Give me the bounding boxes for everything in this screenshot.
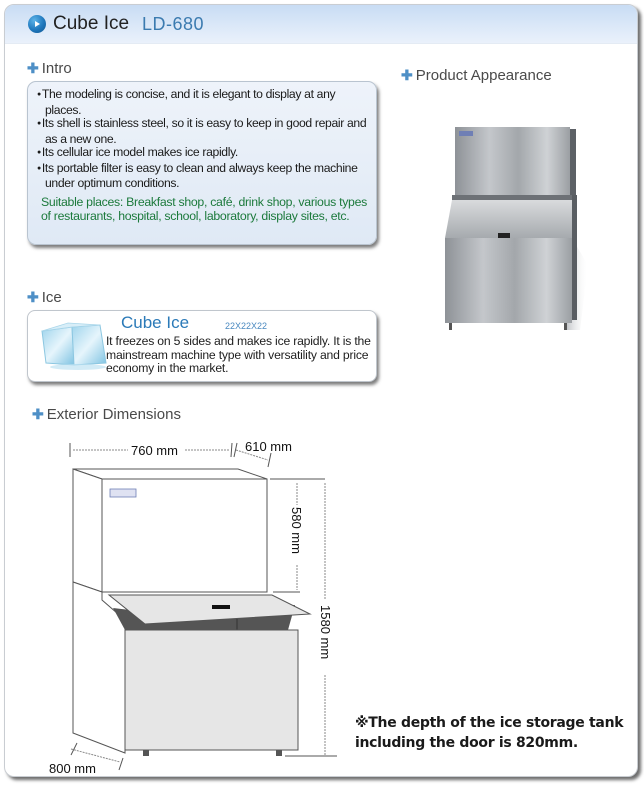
section-intro-heading [27, 60, 72, 77]
dim-tick [119, 758, 123, 770]
door-handle [498, 233, 510, 238]
product-card [4, 4, 638, 777]
diagram-foot [143, 750, 149, 756]
diagram-top-unit-lid [73, 469, 267, 479]
dim-depth-top-label: 610 mm [245, 439, 292, 454]
plus-icon: ✚ [27, 289, 39, 305]
ice-machine-photo [430, 115, 590, 345]
ice-cube-face-left [42, 327, 74, 365]
section-exterior-heading [32, 406, 181, 423]
brand-badge [459, 131, 473, 136]
ice-description: It freezes on 5 sides and makes ice rapidly. It is the mainstream machine type with versatility and price economy in the market. [106, 334, 371, 375]
section-exterior-label: Exterior Dimensions [46, 406, 181, 423]
intro-bullet-list [36, 88, 372, 191]
circle-play-icon [28, 15, 46, 33]
intro-box [27, 81, 377, 245]
machine-foot [564, 323, 567, 330]
ice-size: 22X22X22 [225, 321, 268, 331]
ice-cube-face-right [72, 325, 106, 365]
ice-name: Cube Ice [121, 313, 190, 332]
dim-1580-label: 1580 mm [318, 605, 333, 660]
intro-bullet: ● Its shell is stainless steel, so it is easy to keep in good repair and as a new one. [36, 117, 372, 146]
intro-bullet: ● Its cellular ice model makes ice rapidly. [36, 146, 372, 162]
ice-cube-reflection [50, 364, 106, 370]
header-bar [5, 5, 637, 44]
machine-bin-door [445, 200, 572, 238]
dim-depth-bottom-label: 800 mm [49, 761, 96, 776]
suitable-places: Suitable places: Breakfast shop, café, drink shop, various types of restaurants, hospital, school, laboratory, display sites, etc. [41, 195, 367, 223]
plus-icon: ✚ [401, 67, 413, 83]
machine-joint [452, 195, 572, 200]
depth-note: ※The depth of the ice storage tank including the door is 820mm. [355, 715, 624, 751]
intro-bullet: ● The modeling is concise, and it is elegant to display at any places. [36, 88, 372, 117]
diagram-brand-badge [110, 489, 136, 497]
machine-side [570, 129, 576, 195]
dim-width-label: 760 mm [131, 443, 178, 458]
diagram-foot [276, 750, 282, 756]
dimension-diagram [5, 425, 345, 777]
dim-tick [231, 443, 232, 457]
section-appearance-heading [401, 67, 552, 84]
ice-type-card [27, 310, 377, 382]
machine-bin-body [445, 238, 572, 323]
plus-icon: ✚ [32, 406, 44, 422]
ice-cube-icon [38, 319, 110, 375]
page-title: Cube Ice [53, 13, 130, 34]
machine-top-unit [455, 127, 570, 195]
dim-580-label: 580 mm [289, 507, 304, 554]
section-ice-heading [27, 289, 62, 306]
section-intro-label: Intro [41, 60, 72, 77]
machine-foot [449, 323, 452, 330]
dim-tick [268, 453, 271, 467]
intro-bullet: ● Its portable filter is easy to clean and always keep the machine under optimum conditions. [36, 162, 372, 191]
machine-side-lower [572, 195, 577, 320]
diagram-bin-front [125, 630, 298, 750]
diagram-door-handle [212, 605, 230, 609]
plus-icon: ✚ [27, 60, 39, 76]
diagram-top-unit-side [73, 469, 102, 592]
model-number: LD-680 [142, 14, 205, 34]
section-appearance-label: Product Appearance [415, 67, 552, 84]
section-ice-label: Ice [41, 289, 62, 306]
diagram-bin-side [73, 582, 125, 753]
